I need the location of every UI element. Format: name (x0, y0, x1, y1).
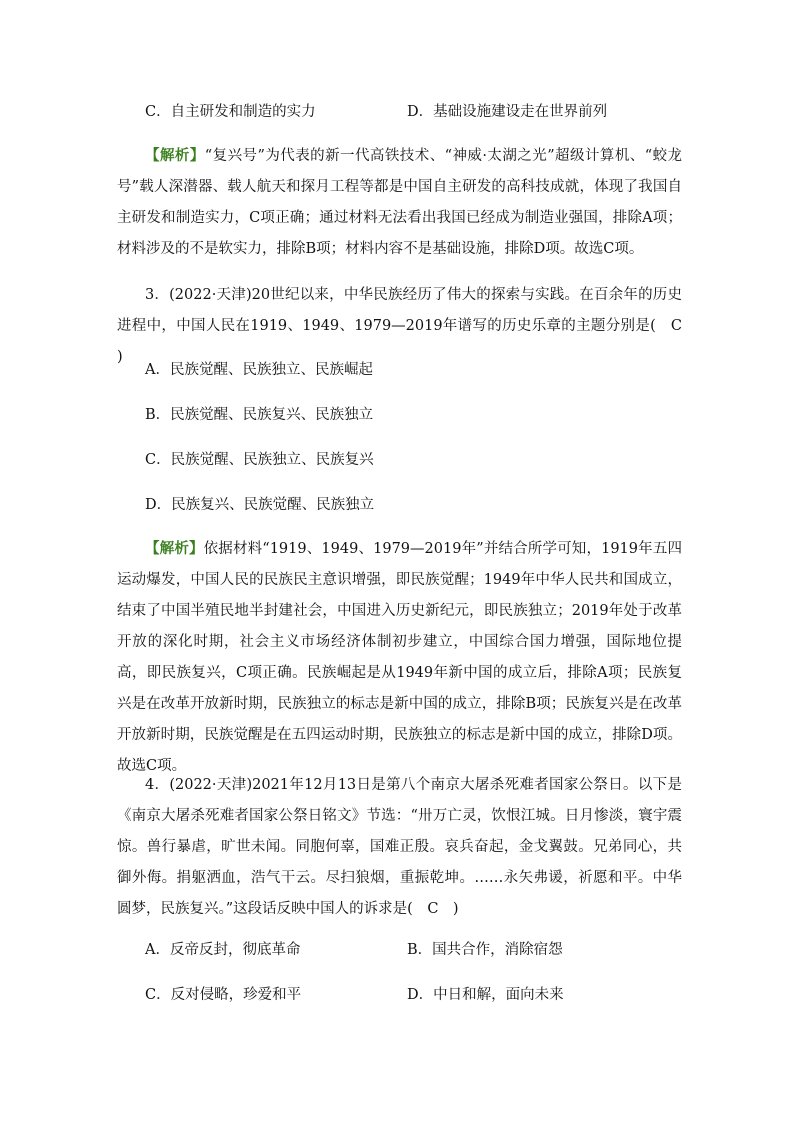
q2-analysis (117, 140, 682, 265)
q3-option-b: B．民族觉醒、民族复兴、民族独立 (145, 407, 374, 423)
q3-stem: 3．(2022·天津)20世纪以来，中华民族经历了伟大的探索与实践。在百余年的历史进程中，中国人民在1919、1949、1979—2019年谱写的历史乐章的主题分别是( C ) (117, 287, 697, 365)
q4-option-c: C．反对侵略，珍爱和平 (145, 987, 302, 1003)
q4-stem: 4．(2022·天津)2021年12月13日是第八个南京大屠杀死难者国家公祭日。以下是《南京大屠杀死难者国家公祭日铭文》节选：“卅万亡灵，饮恨江城。日月惨淡，寰宇震惊。兽行暴虐，旷世未闻。同胞何辜，国难正殷。哀兵奋起，金戈翼鼓。兄弟同心，共御外侮。捐躯洒血，浩气干云。尽扫狼烟，重振乾坤。……永矢弗谖，祈愿和平。中华圆梦，民族复兴。”这段话反映中国人的诉求是( C ) (117, 777, 682, 917)
q3-option-d: D．民族复兴、民族觉醒、民族独立 (145, 497, 375, 513)
q3-option-c: C．民族觉醒、民族独立、民族复兴 (145, 452, 374, 468)
q4-options-row-cd (145, 983, 685, 1007)
q2-options-row-cd (145, 100, 685, 124)
q4-option-d: D．中日和解，面向未来 (407, 987, 564, 1003)
q4-options-row-ab (145, 938, 685, 962)
q2-option-c: C．自主研发和制造的实力 (145, 104, 316, 120)
q2-analysis-text: “复兴号”为代表的新一代高铁技术、“神威·太湖之光”超级计算机、“蛟龙号”载人深潜器、载人航天和探月工程等都是中国自主研发的高科技成就，体现了我国自主研发和制造实力，C项正确；通过材料无法看出我国已经成为制造业强国，排除A项；材料涉及的不是软实力，排除B项；材料内容不是基础设施，排除D项。故选C项。 (117, 148, 683, 257)
q2-option-d: D．基础设施建设走在世界前列 (407, 104, 608, 120)
q3-option-a: A．民族觉醒、民族独立、民族崛起 (145, 362, 373, 378)
q3-analysis-text: 依据材料“1919、1949、1979—2019年”并结合所学可知，1919年五四运动爆发，中国人民的民族民主意识增强，即民族觉醒；1949年中华人民共和国成立，结束了中国半殖民地半封建社会，中国进入历史新纪元，即民族独立；2019年处于改革开放的深化时期，社会主义市场经济体制初步建立，中国综合国力增强，国际地位提高，即民族复兴，C项正确。民族崛起是从1949年新中国的成立后，排除A项；民族复兴是在改革开放新时期，民族独立的标志是新中国的成立，排除B项；民族复兴是在改革开放新时期，民族觉醒是在五四运动时期，民族独立的标志是新中国的成立，排除D项。故选C项。 (117, 541, 682, 774)
q4-option-a: A．反帝反封，彻底革命 (145, 942, 301, 958)
q3-analysis-label: 【解析】 (145, 540, 204, 557)
q4-option-b: B．国共合作，消除宿怨 (407, 942, 563, 958)
q3-analysis (117, 533, 682, 782)
q2-analysis-label: 【解析】 (145, 147, 205, 164)
